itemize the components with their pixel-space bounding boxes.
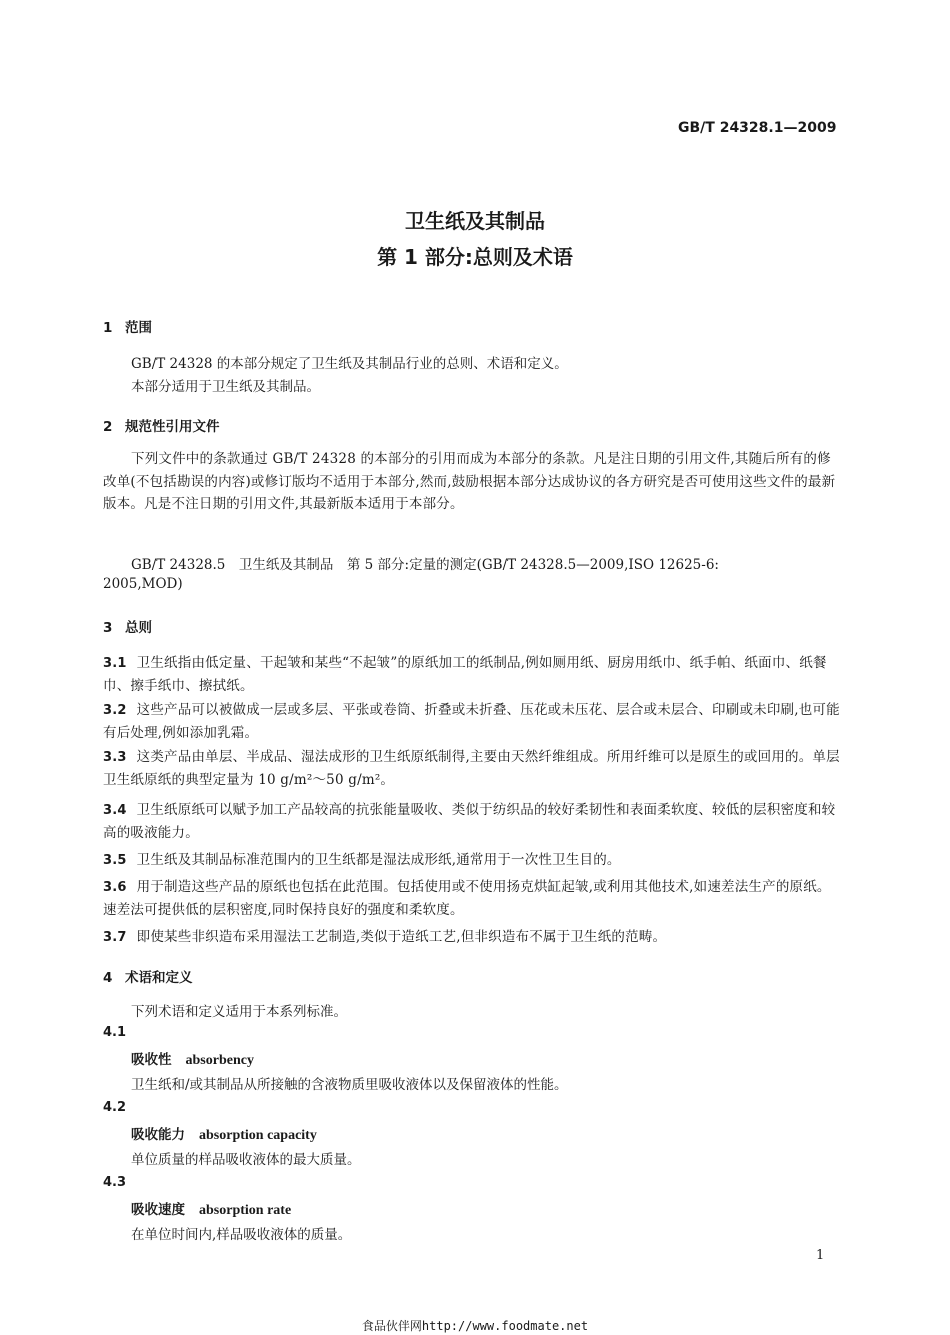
term-number: 4.2 [103, 1100, 127, 1115]
footer-watermark: 食品伙伴网http://www.foodmate.net [361, 1319, 589, 1333]
term-heading [131, 1048, 254, 1069]
term-chinese: 吸收性 [131, 1052, 172, 1068]
section-number: 3 [103, 620, 113, 636]
clause-text: 卫生纸指由低定量、干起皱和某些“不起皱”的原纸加工的纸制品,例如厕用纸、厨房用纸巾、纸手帕、纸面巾、纸餐巾、擦手纸巾、擦拭纸。 [103, 655, 827, 694]
clause-number: 3.5 [103, 853, 127, 868]
clause-number: 3.6 [103, 880, 127, 895]
term-chinese: 吸收速度 [131, 1202, 185, 1218]
section-title: 术语和定义 [125, 970, 193, 986]
scope-paragraph-2: 本部分适用于卫生纸及其制品。 [131, 379, 320, 395]
clause-text: 即使某些非织造布采用湿法工艺制造,类似于造纸工艺,但非织造布不属于卫生纸的范畴。 [136, 929, 667, 945]
clause-3-7 [103, 926, 841, 949]
clause-3-4 [103, 799, 841, 845]
scope-paragraph-1: GB/T 24328 的本部分规定了卫生纸及其制品行业的总则、术语和定义。 [131, 356, 568, 372]
section-title: 总则 [125, 620, 152, 636]
term-heading [131, 1198, 291, 1219]
standard-code: GB/T 24328.1—2009 [678, 120, 837, 136]
section-title: 范围 [125, 320, 152, 336]
section-heading-1 [103, 316, 152, 336]
term-english: absorbency [185, 1053, 254, 1068]
terms-intro: 下列术语和定义适用于本系列标准。 [131, 1004, 347, 1020]
section-number: 2 [103, 419, 113, 435]
section-number: 1 [103, 320, 113, 336]
term-heading [131, 1123, 317, 1144]
clause-number: 3.3 [103, 750, 127, 765]
term-definition: 卫生纸和/或其制品从所接触的含液物质里吸收液体以及保留液体的性能。 [131, 1077, 568, 1093]
term-number: 4.3 [103, 1175, 127, 1190]
section-number: 4 [103, 970, 113, 986]
clause-text: 这类产品由单层、半成品、湿法成形的卫生纸原纸制得,主要由天然纤维组成。所用纤维可以是原生的或回用的。单层卫生纸原纸的典型定量为 10 g/m²～50 g/m²。 [103, 749, 840, 788]
clause-3-2 [103, 699, 841, 745]
term-chinese: 吸收能力 [131, 1127, 185, 1143]
clause-text: 这些产品可以被做成一层或多层、平张或卷筒、折叠或未折叠、压花或未压花、层合或未层合、印刷或未印刷,也可能有后处理,例如添加乳霜。 [103, 702, 840, 741]
normative-reference-line-2: 2005,MOD) [103, 576, 183, 592]
section-heading-2 [103, 415, 220, 435]
clause-number: 3.2 [103, 703, 127, 718]
normative-intro: 下列文件中的条款通过 GB/T 24328 的本部分的引用而成为本部分的条款。凡是注日期的引用文件,其随后所有的修改单(不包括勘误的内容)或修订版均不适用于本部分,然而,鼓励根据本部分达成协议的各方研究是否可使用这些文件的最新版本。凡是不注日期的引用文件,其最新版本适用于本部分。 [103, 451, 836, 512]
section-heading-3 [103, 616, 152, 636]
term-definition: 在单位时间内,样品吸收液体的质量。 [131, 1227, 352, 1243]
section-heading-4 [103, 966, 193, 986]
clause-3-1 [103, 652, 841, 698]
document-subtitle: 第 1 部分:总则及术语 [377, 245, 573, 269]
clause-3-5 [103, 849, 841, 872]
clause-number: 3.1 [103, 656, 127, 671]
normative-reference-line-1: GB/T 24328.5 卫生纸及其制品 第 5 部分:定量的测定(GB/T 24328.5—2009,ISO 12625-6: [131, 557, 719, 573]
clause-text: 用于制造这些产品的原纸也包括在此范围。包括使用或不使用扬克烘缸起皱,或利用其他技术,如速差法生产的原纸。速差法可提供低的层积密度,同时保持良好的强度和柔软度。 [103, 879, 831, 918]
page-number: 1 [816, 1248, 825, 1263]
clause-text: 卫生纸及其制品标准范围内的卫生纸都是湿法成形纸,通常用于一次性卫生目的。 [136, 852, 621, 868]
clause-number: 3.7 [103, 930, 127, 945]
term-number: 4.1 [103, 1025, 127, 1040]
section-title: 规范性引用文件 [125, 419, 220, 435]
clause-3-3 [103, 746, 841, 792]
clause-number: 3.4 [103, 803, 127, 818]
clause-text: 卫生纸原纸可以赋予加工产品较高的抗张能量吸收、类似于纺织品的较好柔韧性和表面柔软度、较低的层积密度和较高的吸液能力。 [103, 802, 836, 841]
term-english: absorption rate [199, 1203, 292, 1218]
term-english: absorption capacity [199, 1128, 317, 1143]
document-title: 卫生纸及其制品 [405, 209, 545, 233]
clause-3-6 [103, 876, 841, 922]
term-definition: 单位质量的样品吸收液体的最大质量。 [131, 1152, 361, 1168]
